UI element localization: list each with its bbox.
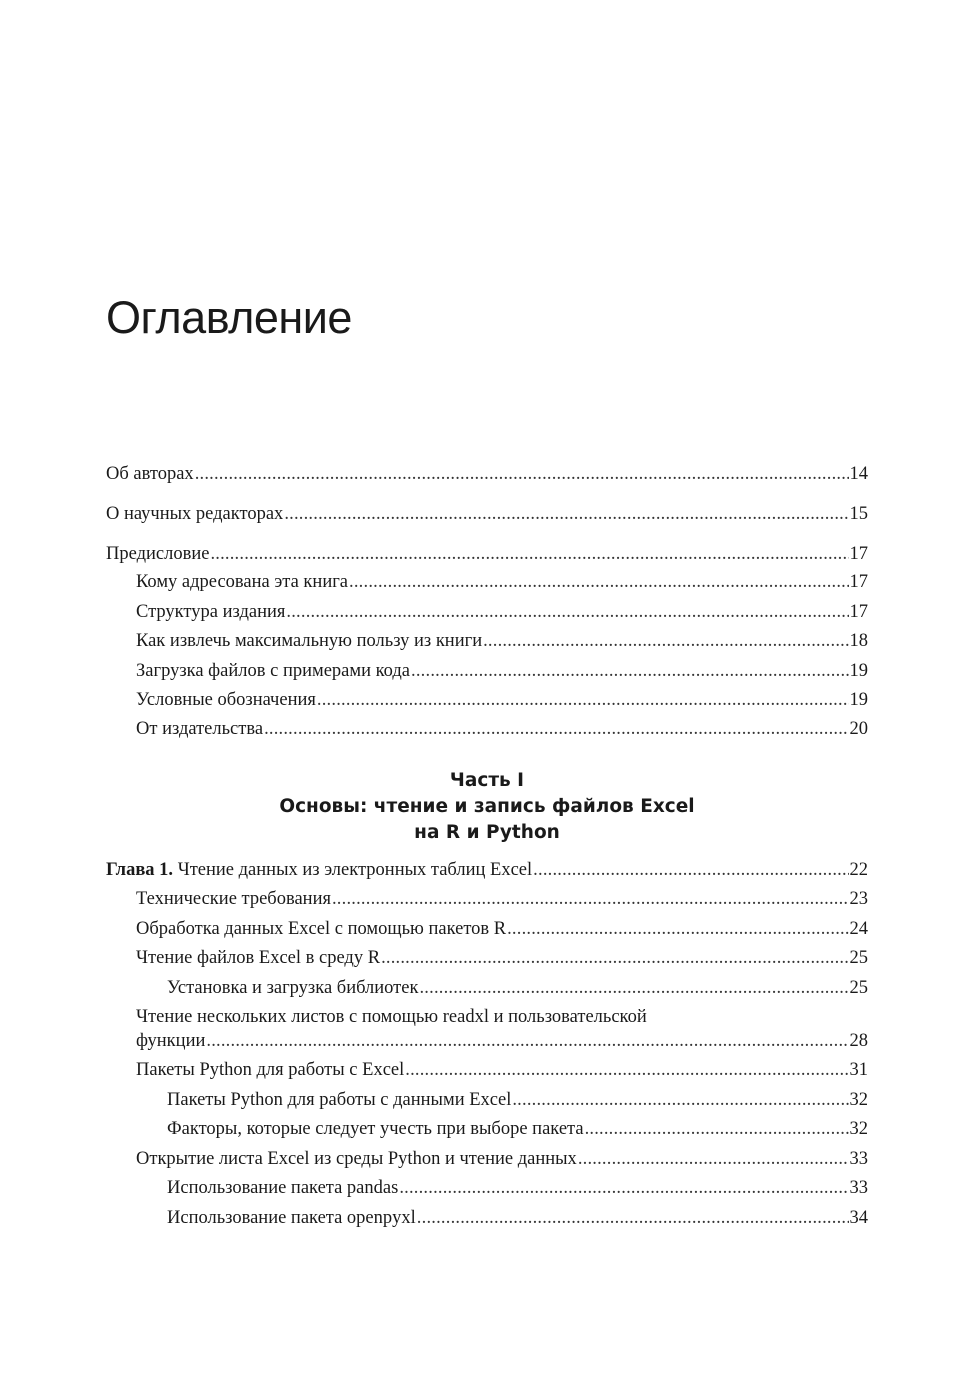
toc-entry-package-factors[interactable]	[167, 1117, 868, 1141]
toc-page-number: 22	[849, 860, 868, 880]
toc-entry-openpyxl[interactable]	[167, 1206, 868, 1230]
toc-entry-text: Использование пакета openpyxl	[167, 1208, 416, 1228]
part-title-line2: на R и Python	[414, 822, 560, 843]
toc-page-number: 33	[849, 1178, 868, 1198]
toc-entry-text: Обработка данных Excel с помощью пакетов R	[136, 919, 507, 939]
toc-entry-text: О научных редакторах	[106, 504, 284, 524]
toc-entry-preface[interactable]	[106, 542, 868, 566]
leader-dots	[399, 1176, 848, 1200]
toc-entry-text: Факторы, которые следует учесть при выборе пакета	[167, 1119, 584, 1139]
toc-page-number: 31	[849, 1060, 868, 1080]
toc-page-number: 32	[849, 1090, 868, 1110]
toc-entry-text: Условные обозначения	[136, 690, 316, 710]
toc-page-number: 23	[849, 889, 868, 909]
leader-dots	[206, 1029, 848, 1053]
toc-page-number: 34	[849, 1208, 868, 1228]
leader-dots	[317, 688, 849, 712]
toc-entry-text-line1: Чтение нескольких листов с помощью readxl и пользовательской	[136, 1007, 647, 1027]
chapter-label: Глава 1.	[106, 860, 174, 880]
leader-dots	[264, 717, 848, 741]
page-title: Оглавление	[106, 292, 352, 343]
leader-dots	[405, 1058, 848, 1082]
leader-dots	[507, 917, 848, 941]
toc-entry-open-sheet-python[interactable]	[136, 1147, 868, 1171]
leader-dots	[332, 887, 849, 911]
toc-entry-chapter-1[interactable]	[106, 858, 868, 882]
toc-entry-text: Структура издания	[136, 602, 286, 622]
toc-page-number: 17	[849, 544, 868, 564]
toc-entry-editors[interactable]	[106, 502, 868, 526]
toc-entry-text: От издательства	[136, 719, 264, 739]
leader-dots	[417, 1206, 849, 1230]
leader-dots	[578, 1147, 849, 1171]
toc-entry-r-packages[interactable]	[136, 917, 868, 941]
toc-page-number: 25	[849, 978, 868, 998]
part-title-line1: Основы: чтение и запись файлов Excel	[279, 796, 695, 817]
toc-entry-text: Пакеты Python для работы с Excel	[136, 1060, 405, 1080]
leader-dots	[411, 659, 848, 683]
toc-entry-publisher[interactable]	[136, 717, 868, 741]
toc-entry-install-libraries[interactable]	[167, 976, 868, 1000]
toc-entry-text: Предисловие	[106, 544, 210, 564]
toc-entry-python-packages[interactable]	[136, 1058, 868, 1082]
toc-entry-text: Использование пакета pandas	[167, 1178, 399, 1198]
toc-page-number: 17	[849, 572, 868, 592]
toc-page-number: 32	[849, 1119, 868, 1139]
toc-page-number: 19	[849, 661, 868, 681]
toc-entry-pandas[interactable]	[167, 1176, 868, 1200]
toc-entry-about-authors[interactable]	[106, 462, 868, 486]
toc-entry-benefit[interactable]	[136, 629, 868, 653]
toc-entry-text: Чтение файлов Excel в среду R	[136, 948, 381, 968]
toc-entry-text: Открытие листа Excel из среды Python и чтение данных	[136, 1149, 577, 1169]
toc-page-number: 33	[849, 1149, 868, 1169]
toc-entry-conventions[interactable]	[136, 688, 868, 712]
toc-entry-text: Установка и загрузка библиотек	[167, 978, 419, 998]
toc-page-number: 19	[849, 690, 868, 710]
leader-dots	[419, 976, 848, 1000]
toc-entry-tech-requirements[interactable]	[136, 887, 868, 911]
toc-entry-audience[interactable]	[136, 570, 868, 594]
toc-entry-text: Об авторах	[106, 464, 194, 484]
leader-dots	[483, 629, 848, 653]
leader-dots	[286, 600, 848, 624]
leader-dots	[381, 946, 848, 970]
leader-dots	[533, 858, 848, 882]
toc-page-number: 18	[849, 631, 868, 651]
toc-entry-multiple-sheets[interactable]	[136, 1005, 868, 1053]
toc-page-number: 14	[849, 464, 868, 484]
part-heading	[106, 768, 868, 846]
toc-entry-structure[interactable]	[136, 600, 868, 624]
toc-page-number: 28	[849, 1031, 868, 1051]
chapter-title: Чтение данных из электронных таблиц Excel	[177, 860, 533, 880]
toc-page-number: 20	[849, 719, 868, 739]
toc-entry-read-excel-r[interactable]	[136, 946, 868, 970]
part-label: Часть I	[449, 770, 525, 791]
leader-dots	[195, 462, 849, 486]
toc-page-number: 24	[849, 919, 868, 939]
toc-entry-text: Загрузка файлов с примерами кода	[136, 661, 411, 681]
toc-entry-text	[106, 858, 532, 882]
toc-entry-text-line2: функции	[136, 1031, 206, 1051]
leader-dots	[210, 542, 848, 566]
leader-dots	[585, 1117, 849, 1141]
leader-dots	[512, 1088, 848, 1112]
toc-entry-python-data-packages[interactable]	[167, 1088, 868, 1112]
toc-entry-text: Технические требования	[136, 889, 331, 909]
toc-entry-text: Пакеты Python для работы с данными Excel	[167, 1090, 512, 1110]
toc-page-number: 15	[849, 504, 868, 524]
leader-dots	[284, 502, 848, 526]
toc-page-number: 25	[849, 948, 868, 968]
toc-entry-text: Как извлечь максимальную пользу из книги	[136, 631, 483, 651]
toc-page-number: 17	[849, 602, 868, 622]
toc-entry-text: Кому адресована эта книга	[136, 572, 349, 592]
leader-dots	[349, 570, 848, 594]
toc-entry-code-download[interactable]	[136, 659, 868, 683]
